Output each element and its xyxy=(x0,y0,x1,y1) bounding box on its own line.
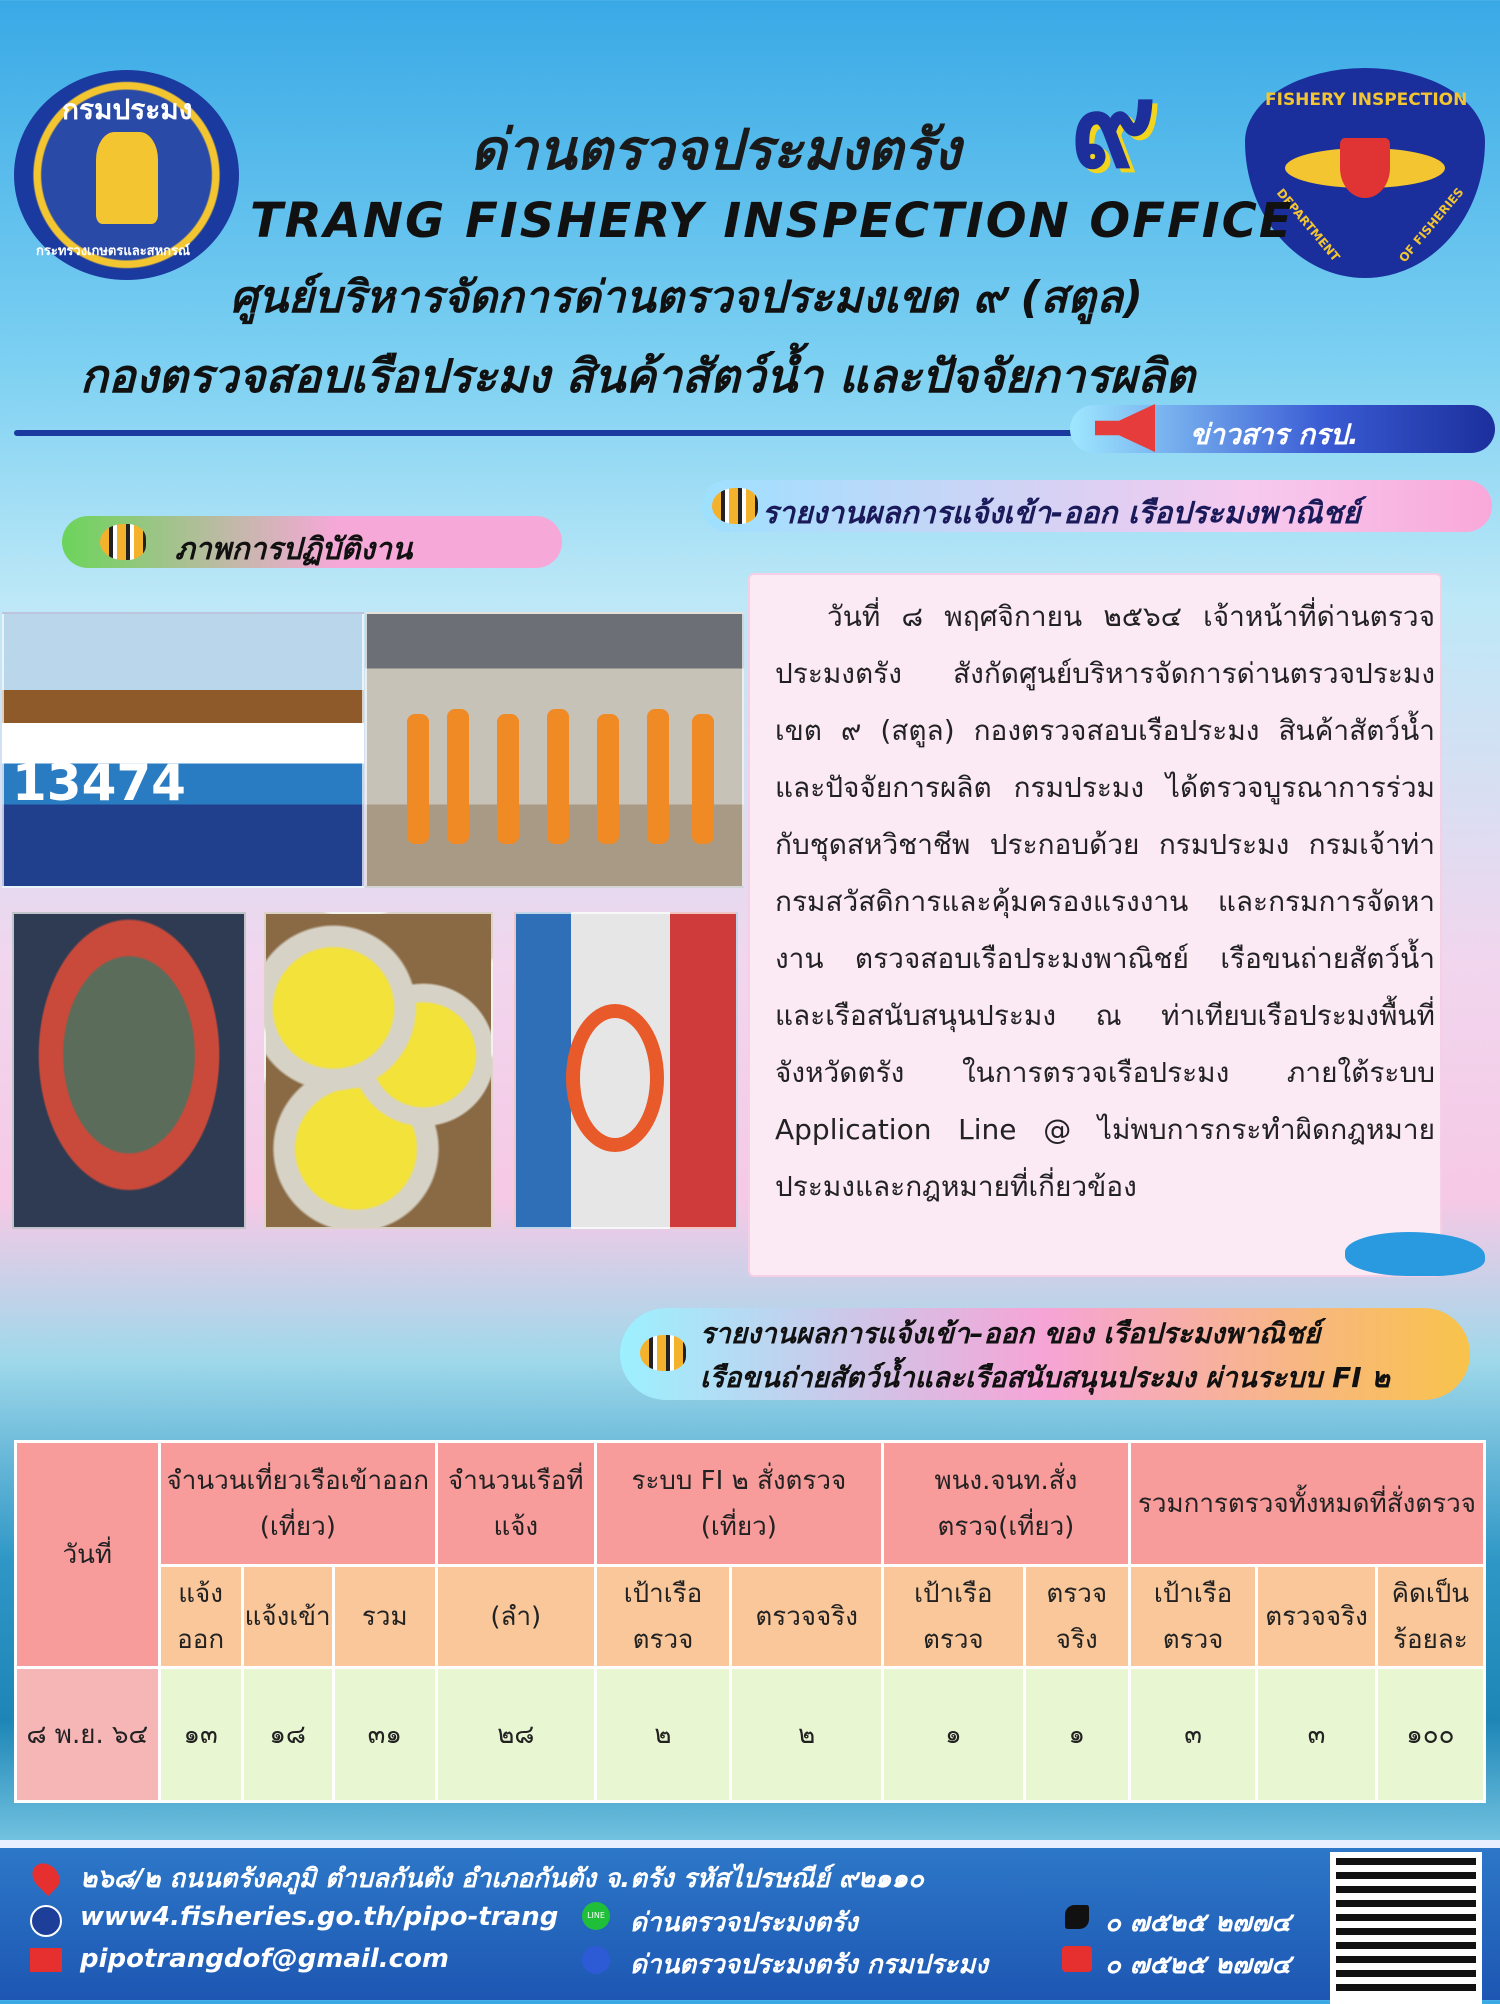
department-logo xyxy=(14,70,239,280)
sub-total-actual: ตรวจจริง xyxy=(1257,1566,1376,1668)
badge-right-text: OF FISHERIES xyxy=(1396,185,1467,265)
report-body-text: วันที่ ๘ พฤศจิกายน ๒๕๖๔ เจ้าหน้าที่ด่านตรวจประมงตรัง สังกัดศูนย์บริหารจัดการด่านตรวจประมง เขต ๙ (สตูล) กองตรวจสอบเรือประมง สินค้าสัตว์น้ำ และปัจจัยการผลิต กรมประมง ได้ตรวจบูรณาการร่วมกับชุดสหวิชาชีพ ประกอบด้วย กรมประมง กรมเจ้าท่า กรมสวัสดิการและคุ้มครองแรงงาน และกรมการจัดหางาน ตรวจสอบเรือประมงพาณิชย์ เรือขนถ่ายสัตว์น้ำและเรือสนับสนุนประมง ณ ท่าเทียบเรือประมงพื้นที่จังหวัดตรัง ในการตรวจเรือประมง ภายใต้ระบบ Application Line @ ไม่พบการกระทำผิดกฎหมายประมงและกฎหมายที่เกี่ยวข้อง xyxy=(775,600,1435,1203)
cell-fi2-target: ๒ xyxy=(595,1668,731,1802)
header-officer: พนง.จนท.สั่งตรวจ(เที่ยว) xyxy=(883,1442,1130,1566)
photo-fish-baskets xyxy=(264,912,493,1229)
fax-icon xyxy=(1062,1946,1092,1972)
logo-top-text: กรมประมง xyxy=(62,93,193,126)
operations-heading: ภาพการปฏิบัติงาน xyxy=(175,532,413,567)
news-label: ข่าวสาร กรป. xyxy=(1190,418,1359,451)
cell-fi2-actual: ๒ xyxy=(731,1668,883,1802)
team-member xyxy=(447,709,469,844)
photo-fishing-boat xyxy=(2,612,364,888)
header-trips: จำนวนเที่ยวเรือเข้าออก (เที่ยว) xyxy=(159,1442,436,1566)
badge-left-text: DEPARTMENT xyxy=(1273,185,1343,265)
header-divider xyxy=(14,430,1074,436)
cell-officer-target: ๑ xyxy=(883,1668,1025,1802)
office-title-thai: ด่านตรวจประมงตรัง xyxy=(470,118,961,183)
facebook-icon xyxy=(582,1946,610,1974)
phone-icon xyxy=(1065,1905,1089,1929)
footer-fax: ๐ ๗๕๒๕ ๒๗๗๔ xyxy=(1105,1950,1291,1980)
division-title: กองตรวจสอบเรือประมง สินค้าสัตว์น้ำ และปัจจัยการผลิต xyxy=(80,349,1195,403)
region-number: ๙ xyxy=(1070,56,1157,194)
sub-total-target: เป้าเรือตรวจ xyxy=(1129,1566,1256,1668)
sub-officer-actual: ตรวจจริง xyxy=(1024,1566,1129,1668)
angelfish-icon xyxy=(640,1335,686,1371)
sub-out: แจ้งออก xyxy=(159,1566,242,1668)
footer-address: ๒๖๘/๒ ถนนตรังคภูมิ ตำบลกันตัง อำเภอกันตัง จ.ตรัง รหัสไปรษณีย์ ๙๒๑๑๐ xyxy=(80,1864,924,1894)
email-icon xyxy=(30,1948,62,1972)
header-boats: จำนวนเรือที่แจ้ง xyxy=(436,1442,595,1566)
table-row xyxy=(16,1668,1485,1802)
management-center-title: ศูนย์บริหารจัดการด่านตรวจประมงเขต ๙ (สตูล) xyxy=(230,272,1143,323)
angelfish-icon xyxy=(712,488,758,524)
fi2-report-table xyxy=(14,1440,1486,1803)
sub-total-percent: คิดเป็นร้อยละ xyxy=(1376,1566,1484,1668)
boat-name: ป.ธัญธิติทัพย์ 5 xyxy=(184,738,318,762)
team-member xyxy=(407,714,429,844)
sub-in: แจ้งเข้า xyxy=(242,1566,333,1668)
cell-officer-actual: ๑ xyxy=(1024,1668,1129,1802)
team-member xyxy=(647,709,669,844)
whale-icon xyxy=(1345,1232,1485,1276)
cell-boats: ๒๘ xyxy=(436,1668,595,1802)
cell-sum: ๓๑ xyxy=(333,1668,436,1802)
sub-officer-target: เป้าเรือตรวจ xyxy=(883,1566,1025,1668)
team-member xyxy=(547,709,569,844)
line-icon: LINE xyxy=(582,1902,610,1930)
fi2-heading-line1: รายงานผลการแจ้งเข้า–ออก ของ เรือประมงพาณิชย์ xyxy=(700,1317,1321,1350)
photo-inspection-team xyxy=(365,612,744,888)
header-fi2: ระบบ FI ๒ สั่งตรวจ (เที่ยว) xyxy=(595,1442,882,1566)
footer-facebook[interactable]: ด่านตรวจประมงตรัง กรมประมง xyxy=(630,1950,988,1980)
footer-website[interactable]: www4.fisheries.go.th/pipo-trang xyxy=(80,1902,559,1932)
header-total: รวมการตรวจทั้งหมดที่สั่งตรวจ xyxy=(1129,1442,1484,1566)
sub-sum: รวม xyxy=(333,1566,436,1668)
globe-icon xyxy=(30,1905,62,1937)
boat-number: 13474 xyxy=(12,754,186,812)
shield-icon xyxy=(1340,138,1390,198)
sub-unit: (ลำ) xyxy=(436,1566,595,1668)
footer-phone: ๐ ๗๕๒๕ ๒๗๗๔ xyxy=(1105,1908,1291,1938)
life-ring-icon xyxy=(566,1004,664,1152)
header-date: วันที่ xyxy=(16,1442,160,1668)
office-title-english: TRANG FISHERY INSPECTION OFFICE xyxy=(250,193,1294,249)
footer-email[interactable]: pipotrangdof@gmail.com xyxy=(80,1944,450,1974)
angelfish-icon xyxy=(100,524,146,560)
photo-fishing-net xyxy=(12,912,246,1229)
fi2-heading-line2: เรือขนถ่ายสัตว์น้ำและเรือสนับสนุนประมง ผ่านระบบ FI ๒ xyxy=(700,1361,1390,1394)
report-heading: รายงานผลการแจ้งเข้า-ออก เรือประมงพาณิชย์ xyxy=(762,496,1361,531)
cell-date: ๘ พ.ย. ๖๔ xyxy=(16,1668,160,1802)
badge-top-text: FISHERY INSPECTION xyxy=(1265,90,1468,110)
cell-out: ๑๓ xyxy=(159,1668,242,1802)
team-member xyxy=(497,714,519,844)
footer-line-account[interactable]: ด่านตรวจประมงตรัง xyxy=(630,1908,858,1938)
logo-bottom-text: กระทรวงเกษตรและสหกรณ์ xyxy=(36,244,191,259)
cell-total-actual: ๓ xyxy=(1257,1668,1376,1802)
qr-code[interactable] xyxy=(1330,1852,1482,2004)
team-member xyxy=(597,714,619,844)
sub-fi2-actual: ตรวจจริง xyxy=(731,1566,883,1668)
team-member xyxy=(692,714,714,844)
cell-total-target: ๓ xyxy=(1129,1668,1256,1802)
sub-fi2-target: เป้าเรือตรวจ xyxy=(595,1566,731,1668)
cell-in: ๑๘ xyxy=(242,1668,333,1802)
emblem-icon xyxy=(96,132,158,224)
cell-total-percent: ๑๐๐ xyxy=(1376,1668,1484,1802)
photo-life-ring xyxy=(514,912,738,1229)
